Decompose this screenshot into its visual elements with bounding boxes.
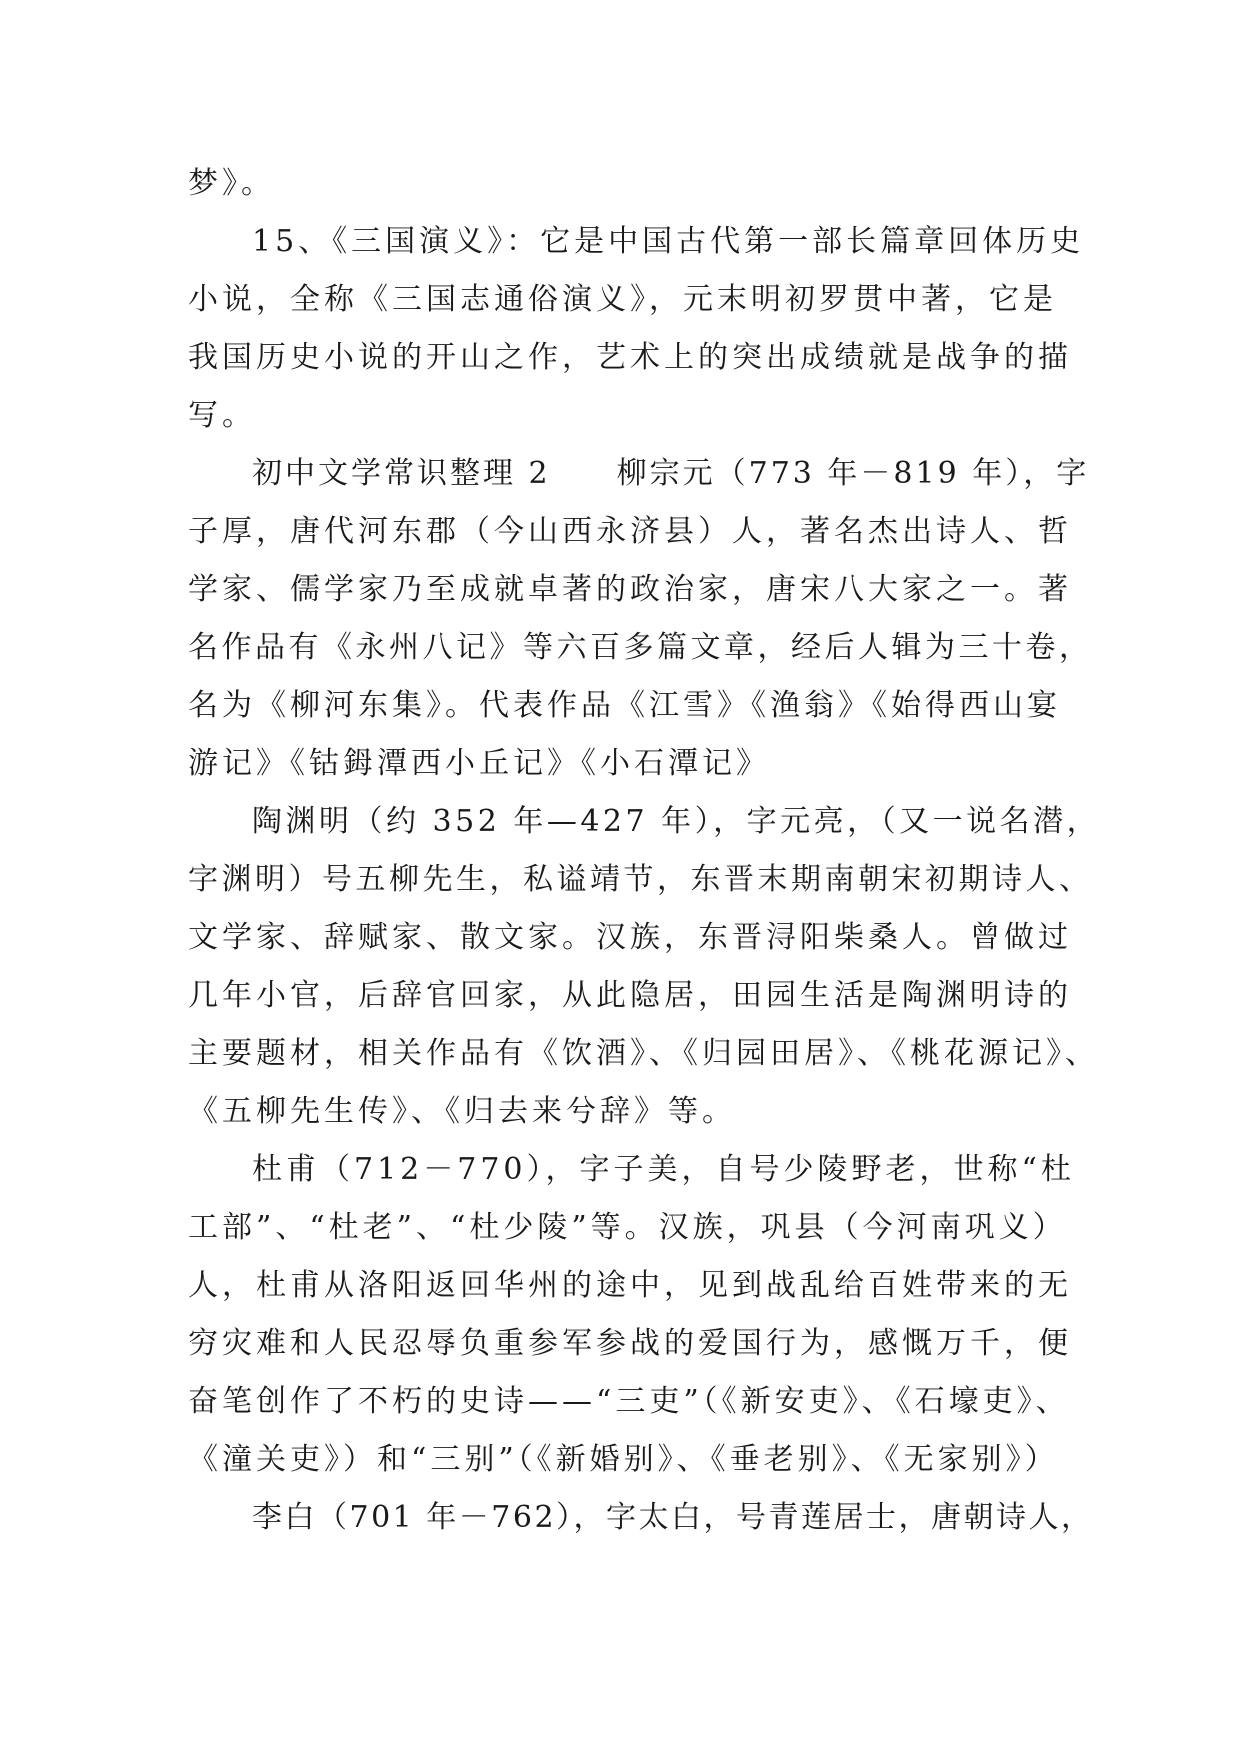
paragraph-first-line: 杜甫（712－770），字子美，自号少陵野老，世称“杜 <box>252 1152 1075 1187</box>
text-line: 人，杜甫从洛阳返回华州的途中，见到战乱给百姓带来的无 <box>188 1268 1072 1303</box>
text-line: 《潼关吏》）和“三别”（《新婚别》、《垂老别》、《无家别》） <box>188 1442 1059 1477</box>
text-line: 我国历史小说的开山之作，艺术上的突出成绩就是战争的描 <box>188 340 1072 375</box>
text-line: 穷灾难和人民忍辱负重参军参战的爱国行为，感慨万千，便 <box>188 1326 1072 1361</box>
text-line: 游记》《钴鉧潭西小丘记》《小石潭记》 <box>188 746 770 781</box>
text-line: 文学家、辞赋家、散文家。汉族，东晋浔阳柴桑人。曾做过 <box>188 920 1072 955</box>
text-line: 工部”、“杜老”、“杜少陵”等。汉族，巩县（今河南巩义） <box>188 1210 1067 1245</box>
paragraph-first-line: 初中文学常识整理 2 柳宗元（773 年－819 年），字 <box>252 456 1090 491</box>
text-line: 小说，全称《三国志通俗演义》，元末明初罗贯中著，它是 <box>188 282 1057 317</box>
text-line: 几年小官，后辞官回家，从此隐居，田园生活是陶渊明诗的 <box>188 978 1072 1013</box>
text-line: 名为《柳河东集》。代表作品《江雪》《渔翁》《始得西山宴 <box>188 688 1061 723</box>
text-line: 奋笔创作了不朽的史诗——“三吏”（《新安吏》、《石壕吏》、 <box>188 1384 1070 1419</box>
text-line: 子厚，唐代河东郡（今山西永济县）人，著名杰出诗人、哲 <box>188 514 1072 549</box>
text-line: 主要题材，相关作品有《饮酒》、《归园田居》、《桃花源记》、 <box>188 1036 1099 1071</box>
paragraph-first-line: 李白（701 年－762），字太白，号青莲居士，唐朝诗人， <box>252 1500 1094 1535</box>
paragraph-first-line: 陶渊明（约 352 年—427 年），字元亮，（又一说名潜， <box>252 804 1101 839</box>
text-line: 学家、儒学家乃至成就卓著的政治家，唐宋八大家之一。著 <box>188 572 1072 607</box>
text-line: 字渊明）号五柳先生，私谥靖节，东晋末期南朝宋初期诗人、 <box>188 862 1093 897</box>
text-line: 名作品有《永州八记》等六百多篇文章，经后人辑为三十卷， <box>188 630 1093 665</box>
paragraph-first-line: 15、《三国演义》：它是中国古代第一部长篇章回体历史 <box>252 224 1085 259</box>
text-line: 梦》。 <box>188 166 275 201</box>
text-line: 写。 <box>188 398 256 433</box>
text-line: 《五柳先生传》、《归去来兮辞》等。 <box>188 1094 736 1129</box>
